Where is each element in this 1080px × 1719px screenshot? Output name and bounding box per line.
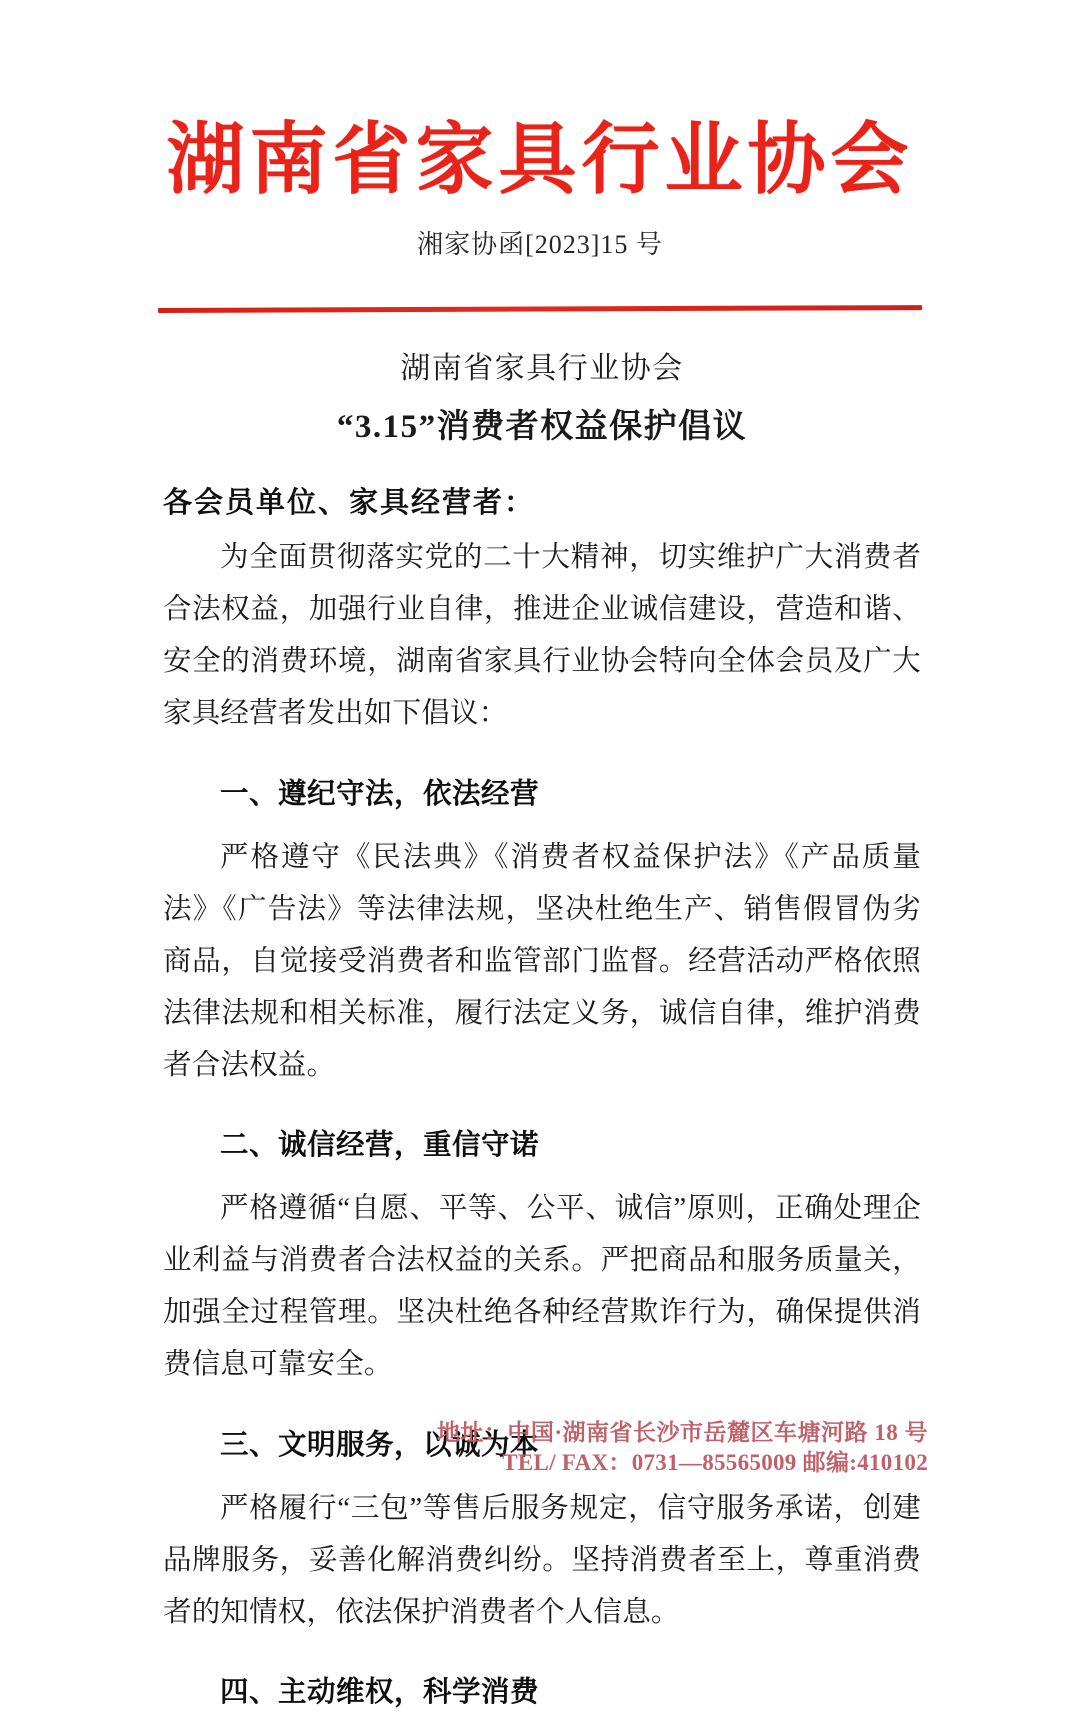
section-heading-2: 二、诚信经营，重信守诺 <box>220 1130 540 1162</box>
section-heading-1: 一、遵纪守法，依法经营 <box>220 778 540 810</box>
letterhead <box>0 115 1080 261</box>
section-heading-3: 三、文明服务，以诚为本 <box>220 1429 540 1461</box>
footer-address: 地址：中国·湖南省长沙市岳麓区车塘河路 18 号 <box>436 1420 928 1445</box>
section-body-3: 严格履行“三包”等售后服务规定，信守服务承诺，创建品牌服务，妥善化解消费纠纷。坚持消费者至上，尊重消费者的知情权，依法保护消费者个人信息。 <box>163 1492 921 1628</box>
title-line-2: “3.15”消费者权益保护倡议 <box>336 408 748 445</box>
page-footer <box>437 1418 928 1478</box>
red-horizontal-rule <box>158 305 922 313</box>
footer-contact: TEL/ FAX：0731—85565009 邮编:410102 <box>502 1450 928 1475</box>
salutation: 各会员单位、家具经营者： <box>163 487 536 520</box>
organization-title: 湖南省家具行业协会 <box>166 115 914 205</box>
document-number: 湘家协函[2023]15 号 <box>417 230 663 260</box>
section-body-2: 严格遵循“自愿、平等、公平、诚信”原则，正确处理企业利益与消费者合法权益的关系。严把商品和服务质量关，加强全过程管理。坚决杜绝各种经营欺诈行为，确保提供消费信息可靠安全。 <box>163 1193 921 1381</box>
letterhead-divider <box>158 306 922 316</box>
opening-paragraph: 为全面贯彻落实党的二十大精神，切实维护广大消费者合法权益，加强行业自律，推进企业诚信建设，营造和谐、安全的消费环境，湖南省家具行业协会特向全体会员及广大家具经营者发出如下倡议： <box>163 542 921 730</box>
document-body <box>163 348 921 1719</box>
section-body-1: 严格遵守《民法典》《消费者权益保护法》《产品质量法》《广告法》等法律法规，坚决杜绝生产、销售假冒伪劣商品，自觉接受消费者和监管部门监督。经营活动严格依照法律法规和相关标准，履行法定义务，诚信自律，维护消费者合法权益。 <box>163 841 921 1081</box>
section-heading-4: 四、主动维权，科学消费 <box>220 1677 540 1709</box>
title-line-1: 湖南省家具行业协会 <box>400 352 684 385</box>
